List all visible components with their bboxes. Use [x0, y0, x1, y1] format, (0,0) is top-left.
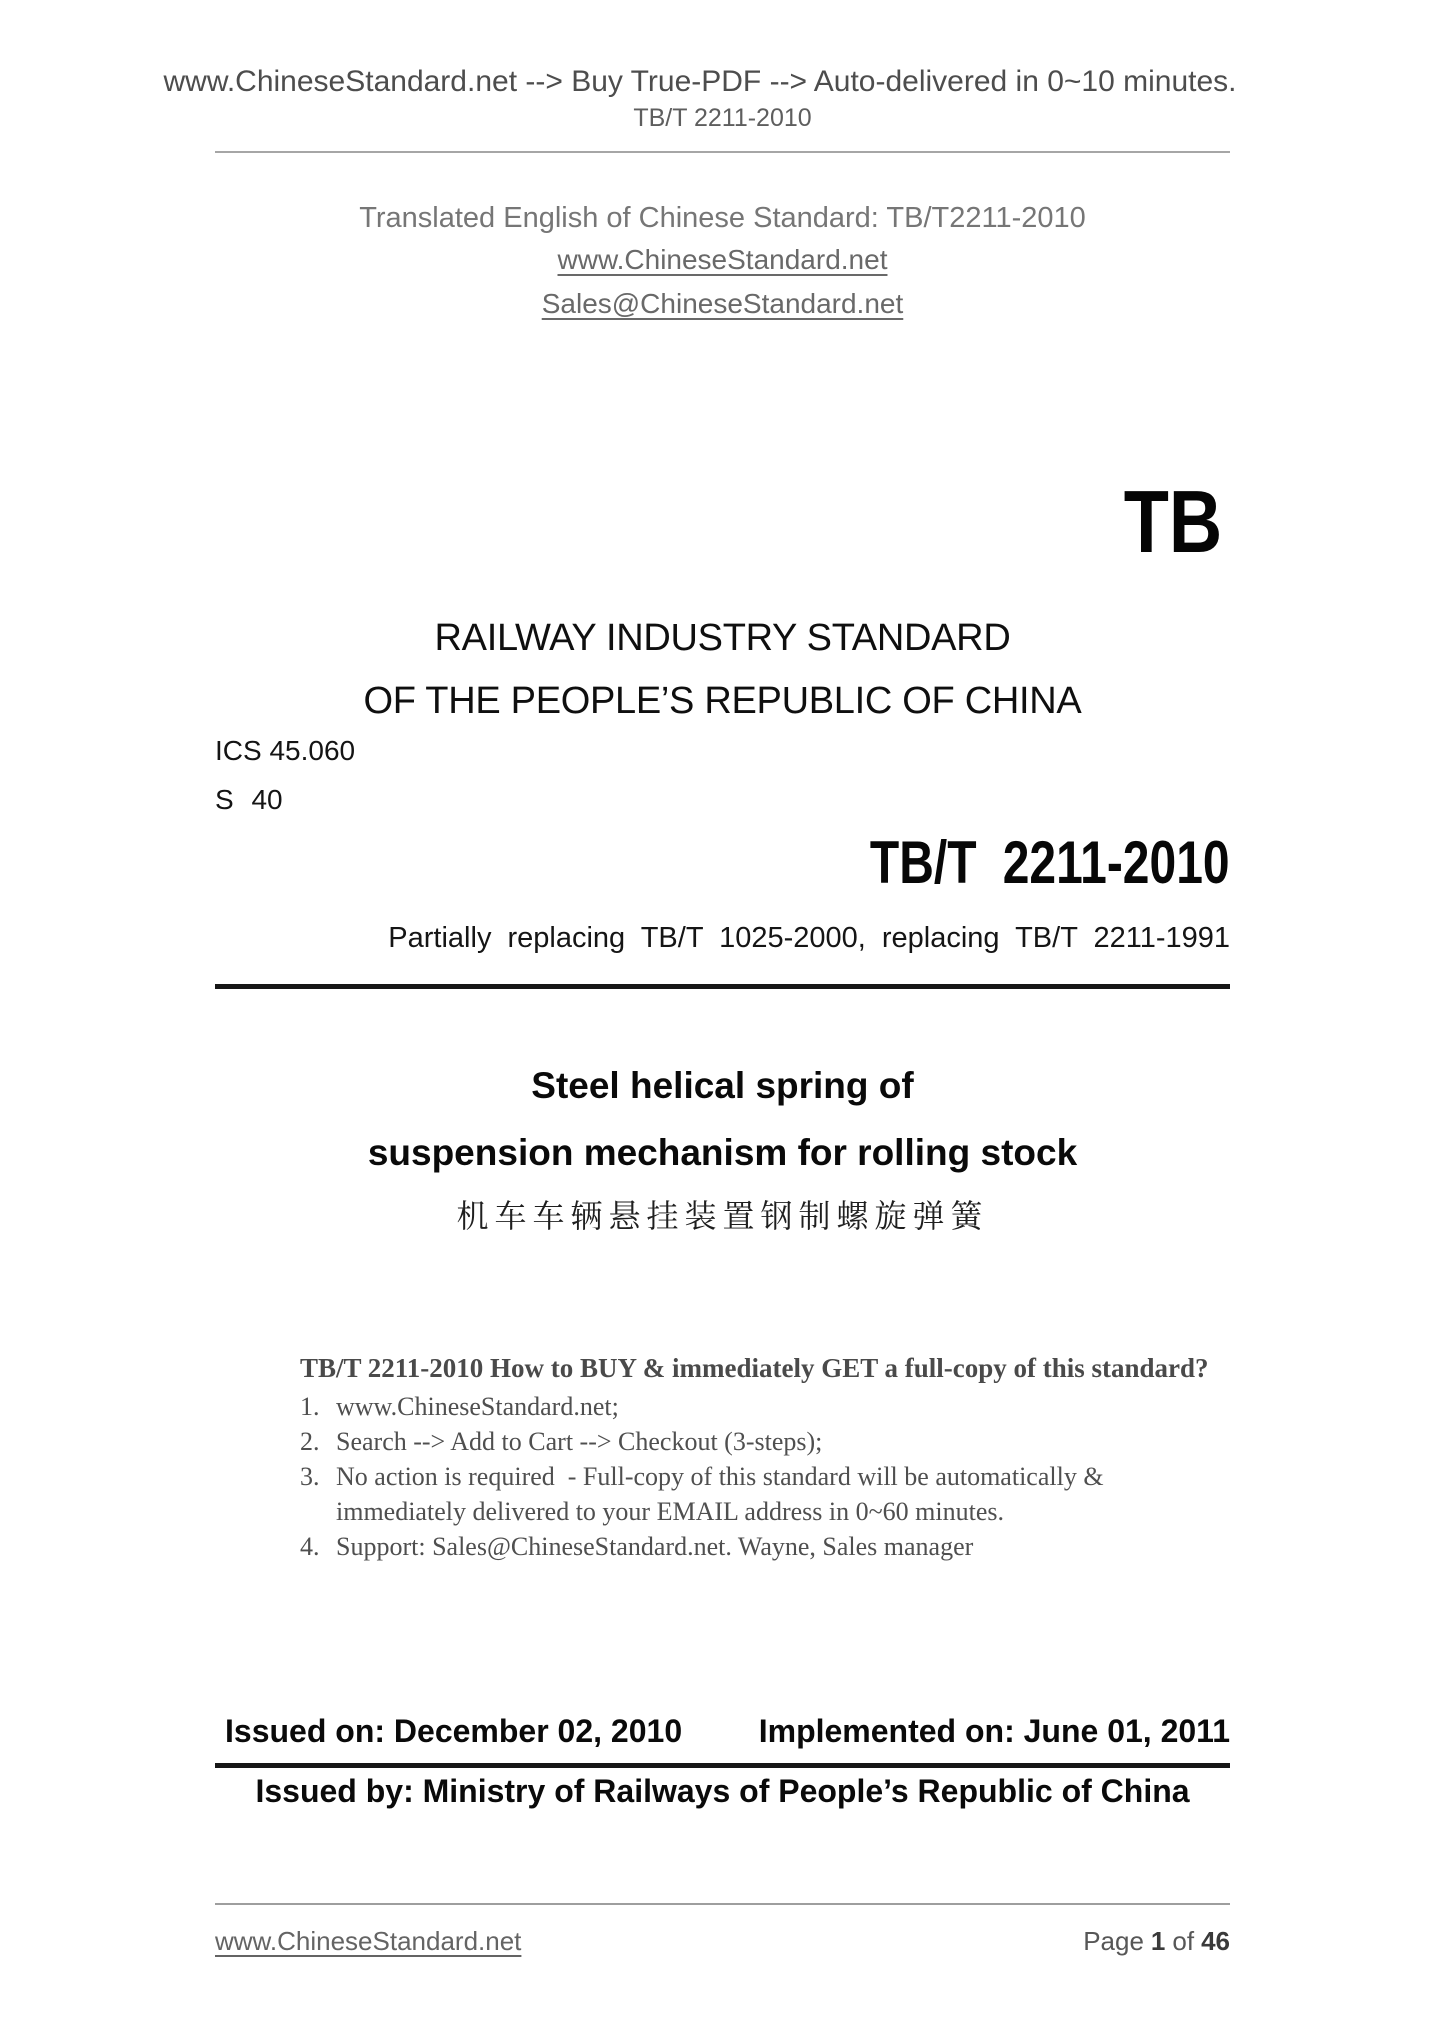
buy-item-text: www.ChineseStandard.net;	[336, 1392, 619, 1421]
title-en-line2: suspension mechanism for rolling stock	[367, 1132, 1078, 1173]
website-link[interactable]: www.ChineseStandard.net	[557, 244, 888, 275]
page-number: 1	[1150, 1926, 1166, 1956]
org-name-line2: OF THE PEOPLE’S REPUBLIC OF CHINA	[363, 680, 1082, 722]
buy-item-3	[300, 1459, 1250, 1529]
issue-dates-row	[225, 1713, 1230, 1751]
buy-instructions	[300, 1351, 1250, 1564]
ics-code: ICS 45.060	[215, 735, 356, 766]
footer-site-link[interactable]: www.ChineseStandard.net	[215, 1926, 522, 1956]
buy-item-text: Search --> Add to Cart --> Checkout (3-steps);	[336, 1427, 823, 1456]
email-link[interactable]: Sales@ChineseStandard.net	[541, 288, 904, 319]
buy-item-number: 4.	[300, 1532, 320, 1561]
translated-note: Translated English of Chinese Standard: TB/T2211-2010	[359, 202, 1086, 234]
replacing-note: Partially replacing TB/T 1025-2000, replacing TB/T 2211-1991	[388, 922, 1230, 954]
buy-item-number: 3.	[300, 1462, 320, 1491]
buy-item-2	[300, 1424, 1250, 1459]
buy-heading: TB/T 2211-2010 How to BUY & immediately GET a full-copy of this standard?	[300, 1353, 1209, 1383]
title-en-line1: Steel helical spring of	[531, 1065, 914, 1106]
buy-items-list	[300, 1389, 1250, 1564]
org-name-line1: RAILWAY INDUSTRY STANDARD	[434, 617, 1011, 659]
s-classification: S 40	[215, 784, 283, 815]
page-label: Page	[1083, 1926, 1144, 1956]
divider-bottom-thick	[215, 1763, 1230, 1768]
issued-on-date: Issued on: December 02, 2010	[225, 1713, 683, 1749]
page-indicator	[1083, 1926, 1230, 1957]
buy-item-1	[300, 1389, 1250, 1424]
buy-item-text: No action is required - Full-copy of this standard will be automatically &	[336, 1462, 1104, 1491]
divider-top-thick	[215, 984, 1230, 989]
buy-item-text: Support: Sales@ChineseStandard.net. Wayne, Sales manager	[336, 1532, 974, 1561]
footer-divider	[215, 1903, 1230, 1905]
header-doc-code: TB/T 2211-2010	[633, 104, 812, 132]
page-total: 46	[1201, 1926, 1230, 1956]
buy-item-number: 1.	[300, 1392, 320, 1421]
buy-item-text-continued: immediately delivered to your EMAIL address in 0~60 minutes.	[336, 1497, 1005, 1526]
header-divider	[215, 151, 1230, 153]
buy-item-number: 2.	[300, 1427, 320, 1456]
title-chinese: 机车车辆悬挂装置钢制螺旋弹簧	[456, 1198, 989, 1234]
standard-code: TB/T 2211-2010	[870, 829, 1230, 896]
footer	[215, 1926, 1230, 1957]
buy-item-4	[300, 1529, 1250, 1564]
implemented-on-date: Implemented on: June 01, 2011	[758, 1713, 1230, 1749]
page-of-label: of	[1172, 1926, 1195, 1956]
standard-logo: TB	[1123, 472, 1222, 571]
issued-by: Issued by: Ministry of Railways of People’s Republic of China	[255, 1773, 1190, 1809]
header-banner: www.ChineseStandard.net --> Buy True-PDF --> Auto-delivered in 0~10 minutes.	[163, 65, 1237, 98]
